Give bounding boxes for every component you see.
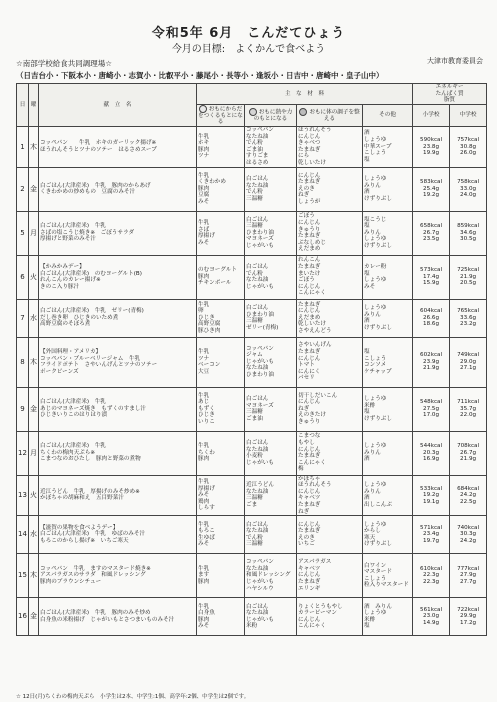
other-cell: しょうゆ みりん 酒 けずりぶし [363, 299, 413, 337]
red-cell: 牛乳 ツナ ベーコン 大豆 [197, 337, 245, 387]
middle-nutrition-cell: 684kcal 24.2g 22.5g [450, 475, 487, 516]
header-yellow: おもに熱や力のもとになる [245, 104, 297, 126]
yellow-cell: 白ごはん マヨネーズ 三温糖 ごま油 [245, 387, 297, 431]
day-cell: 5 [17, 211, 29, 255]
header-other: その他 [363, 104, 413, 126]
red-cell: 牛乳 ます 豚肉 [197, 554, 245, 598]
day-cell: 15 [17, 554, 29, 598]
elem-nutrition-cell: 561kcal 23.0g 14.9g [413, 598, 450, 636]
table-row [17, 554, 487, 598]
other-cell: 塩こうじ 塩 みりん しょうゆ けずりぶし [363, 211, 413, 255]
red-cell: 牛乳 あじ もずく ひじき いりこ [197, 387, 245, 431]
other-cell: しょうゆ 米酢 塩 けずりぶし [363, 387, 413, 431]
table-row [17, 211, 487, 255]
elem-nutrition-cell: 602kcal 23.9g 21.9g [413, 337, 450, 387]
dow-cell: 木 [29, 337, 39, 387]
day-cell: 9 [17, 387, 29, 431]
table-row [17, 475, 487, 516]
middle-nutrition-cell: 708kcal 26.7g 21.9g [450, 431, 487, 475]
board-name: 大津市教育委員会 [427, 57, 483, 65]
table-row [17, 598, 487, 636]
yellow-cell: 白ごはん ひまわり油 三温糖 ゼリー(青梅) [245, 299, 297, 337]
kitchen-name: ☆南部学校給食共同調理場☆ [16, 59, 112, 68]
middle-nutrition-cell: 740kcal 30.3g 24.2g [450, 516, 487, 554]
yellow-cell: コッペパン なたね油 和風ドレッシング じゃがいも ハヤシルウ [245, 554, 297, 598]
dow-cell: 木 [29, 127, 39, 168]
menu-cell: 【滋賀の果物を食べようデー】 白ごはん(大津産米) 牛乳 ゆばのみそ汁 もろこのからし揚げ※ いちご寒天 [39, 516, 197, 554]
elem-nutrition-cell: 571kcal 23.4g 19.7g [413, 516, 450, 554]
yellow-cell: 白ごはん なたね油 でん粉 三温糖 [245, 516, 297, 554]
yellow-cell: 白ごはん なたね油 でん粉 三温糖 [245, 167, 297, 211]
dow-cell: 月 [29, 431, 39, 475]
menu-cell: 【かみかみデー】 白ごはん(大津産米) のむヨーグルト(B) れんこんのカレー揚げ※ きのこ入り豚汁 [39, 255, 197, 299]
menu-cell: 近江うどん 牛乳 厚揚げのみそ炒め※ かぼちゃの胡麻和え 五目野菜汁 [39, 475, 197, 516]
green-cell: たまねぎ にんじん えだまめ 乾しいたけ さやえんどう [297, 299, 363, 337]
green-cell: りょくとうもやし カラーピーマン にんじん こんにゃく [297, 598, 363, 636]
other-cell: カレー粉 塩 しょうゆ みそ [363, 255, 413, 299]
yellow-group-icon [249, 108, 257, 116]
table-row [17, 516, 487, 554]
yellow-cell: 白ごはん なたね油 じゃがいも 米粉 [245, 598, 297, 636]
green-cell: にんじん たまねぎ えのき ねぎ しょうが [297, 167, 363, 211]
green-cell: ごぼう にんじん きゅうり たまねぎ ぶなしめじ えだまめ [297, 211, 363, 255]
other-cell: 白ワイン マスタード こしょう 粒入りマスタード [363, 554, 413, 598]
dow-cell: 水 [29, 516, 39, 554]
table-row [17, 255, 487, 299]
elem-nutrition-cell: 544kcal 20.3g 16.9g [413, 431, 450, 475]
dow-cell: 金 [29, 387, 39, 431]
red-cell: 牛乳 くきわかめ 豚肉 豆腐 みそ [197, 167, 245, 211]
elem-nutrition-cell: 658kcal 26.7g 23.5g [413, 211, 450, 255]
other-cell: 酒 みりん しょうゆ 米酢 塩 [363, 598, 413, 636]
other-cell: 塩 こしょう コンソメ ケチャップ [363, 337, 413, 387]
day-cell: 8 [17, 337, 29, 387]
page-title: 令和5年 6月 こんだてひょう [151, 26, 346, 41]
school-list: （日吉台小・下阪本小・唐崎小・志賀小・比叡平小・藤尾小・長等小・逢坂小・日吉中・唐崎中・皇子山中） [16, 71, 384, 80]
red-cell: 牛乳 ホキ 豚肉 ツナ [197, 127, 245, 168]
yellow-cell: コッペパン ジャム じゃがいも なたね油 ひまわり油 [245, 337, 297, 387]
elem-nutrition-cell: 610kcal 22.3g 22.3g [413, 554, 450, 598]
other-cell: しょうゆ みりん 酒 けずりぶし [363, 167, 413, 211]
dow-cell: 火 [29, 255, 39, 299]
elem-nutrition-cell: 548kcal 27.5g 17.0g [413, 387, 450, 431]
yellow-cell: 近江うどん なたね油 三温糖 ごま [245, 475, 297, 516]
middle-nutrition-cell: 749kcal 29.0g 27.1g [450, 337, 487, 387]
yellow-cell: 白ごはん でん粉 なたね油 じゃがいも [245, 255, 297, 299]
green-cell: れんこん たまねぎ まいたけ ごぼう にんじん こんにゃく [297, 255, 363, 299]
elem-nutrition-cell: 533kcal 19.2g 19.1g [413, 475, 450, 516]
middle-nutrition-cell: 859kcal 34.6g 30.5g [450, 211, 487, 255]
footnote: ☆ 12日(月)ちくわの梅肉天ぷら 小学生は2本、中学生:1個、高学年:2個、中学生は2個です。 [16, 694, 250, 700]
menu-cell: 白ごはん(大津産米) 牛乳 豚肉のからあげ くきわかめの炒めもの 豆腐のみそ汁 [39, 167, 197, 211]
menu-table [16, 83, 487, 636]
day-cell: 2 [17, 167, 29, 211]
dow-cell: 月 [29, 211, 39, 255]
elem-nutrition-cell: 583kcal 25.4g 19.2g [413, 167, 450, 211]
day-cell: 7 [17, 299, 29, 337]
middle-nutrition-cell: 757kcal 30.8g 26.0g [450, 127, 487, 168]
header-middle: 中学校 [450, 104, 487, 126]
red-group-icon [199, 105, 207, 113]
table-row [17, 127, 487, 168]
menu-cell: コッペパン 牛乳 ますのマスタード焼き※ アスパラガスのサラダ 和風ドレッシング 豚肉のブラウンシチュー [39, 554, 197, 598]
dow-cell: 木 [29, 554, 39, 598]
middle-nutrition-cell: 777kcal 27.9g 27.7g [450, 554, 487, 598]
table-row [17, 167, 487, 211]
day-cell: 13 [17, 475, 29, 516]
green-cell: かぼちゃ ほうれんそう にんじん キャベツ たまねぎ ねぎ [297, 475, 363, 516]
monthly-goal: 今月の目標: よくかんで食べよう [171, 44, 326, 55]
day-cell: 16 [17, 598, 29, 636]
dow-cell: 火 [29, 475, 39, 516]
elem-nutrition-cell: 604kcal 26.6g 18.6g [413, 299, 450, 337]
table-row [17, 337, 487, 387]
header-day: 日 [17, 84, 29, 127]
middle-nutrition-cell: 711kcal 35.7g 22.0g [450, 387, 487, 431]
red-cell: 牛乳 白身魚 豚肉 みそ [197, 598, 245, 636]
table-row [17, 299, 487, 337]
elem-nutrition-cell: 590kcal 23.8g 19.9g [413, 127, 450, 168]
green-group-icon [299, 108, 307, 116]
day-cell: 1 [17, 127, 29, 168]
menu-cell: 白ごはん(大津産米) 牛乳 あじのマヨネーズ焼き もずくのすまし汁 ひじきいりこのはりはり漬 [39, 387, 197, 431]
yellow-cell: 白ごはん なたね油 小麦粉 じゃがいも [245, 431, 297, 475]
green-cell: にんじん たまねぎ えのき いちご [297, 516, 363, 554]
other-cell: しょうゆ からし 寒天 けずりぶし [363, 516, 413, 554]
table-row [17, 431, 487, 475]
red-cell: 牛乳 卵 ひじき 高野豆腐 豚ひき肉 [197, 299, 245, 337]
yellow-cell: 白ごはん 三温糖 ひまわり油 マヨネーズ じゃがいも [245, 211, 297, 255]
table-row [17, 387, 487, 431]
header-ingredients: 主 な 材 料 [197, 84, 413, 105]
header-energy: エネルギー たんぱく質 脂質 [413, 84, 487, 105]
day-cell: 6 [17, 255, 29, 299]
other-cell: しょうゆ みりん 酒 出しこんぶ [363, 475, 413, 516]
green-cell: ほうれんそう にんじん きゃべつ たまねぎ にら 乾しいたけ [297, 127, 363, 168]
green-cell: さやいんげん たまねぎ にんじん トマト にんにく パセリ [297, 337, 363, 387]
dow-cell: 水 [29, 299, 39, 337]
green-cell: アスパラガス キャベツ にんじん たまねぎ エリンギ [297, 554, 363, 598]
red-cell: 牛乳 ちくわ 豚肉 [197, 431, 245, 475]
other-cell: しょうゆ みりん 酒 [363, 431, 413, 475]
header-dow: 曜 [29, 84, 39, 127]
header-red: おもにからだをつくるもとになる [198, 106, 243, 126]
other-cell: 酒 しょうゆ 中華スープ こしょう 塩 [363, 127, 413, 168]
middle-nutrition-cell: 722kcal 29.9g 17.2g [450, 598, 487, 636]
menu-cell: 白ごはん(大津産米) 牛乳 さばの塩こうじ焼き※ ごぼうサラダ 厚揚げと野菜のみそ汁 [39, 211, 197, 255]
red-cell: のむヨーグルト 豚肉 チキンボール [197, 255, 245, 299]
green-cell: 切干しだいこん にんじん ねぎ えのきたけ きゅうり [297, 387, 363, 431]
red-cell: 牛乳 もろこ 生ゆば みそ [197, 516, 245, 554]
header-menu: 献 立 名 [39, 84, 197, 127]
menu-cell: 白ごはん(大津産米) 牛乳 豚肉のみそ炒め 白身魚の米粉揚げ じゃがいもとさつまいものみそ汁 [39, 598, 197, 636]
green-cell: こまつな もやし にんじん たまねぎ こんにゃく 梅 [297, 431, 363, 475]
middle-nutrition-cell: 765kcal 33.6g 23.2g [450, 299, 487, 337]
day-cell: 12 [17, 431, 29, 475]
red-cell: 牛乳 さば 厚揚げ みそ [197, 211, 245, 255]
dow-cell: 金 [29, 598, 39, 636]
header-green: おもに体の調子を整える [297, 104, 363, 126]
middle-nutrition-cell: 725kcal 21.9g 20.5g [450, 255, 487, 299]
menu-cell: 白ごはん(大津産米) 牛乳 ちくわの梅肉天ぷら※ こまつなのおひたし 豚肉と野菜の煮物 [39, 431, 197, 475]
dow-cell: 金 [29, 167, 39, 211]
header-elem: 小学校 [413, 104, 450, 126]
menu-cell: 白ごはん(大津産米) 牛乳 ゼリー(青梅) だし巻き卵 ひじきのいため煮 高野豆腐のそぼろ煮 [39, 299, 197, 337]
menu-cell: コッペパン 牛乳 ホキのガーリック揚げ※ ほうれんそうとツナのソテー はるさめスープ [39, 127, 197, 168]
menu-cell: 【外国料理・アメリカ】 コッペパン・ブルーベリージャム 牛乳 フライドポテト さやいんげんとツナのソテー ポークビーンズ [39, 337, 197, 387]
elem-nutrition-cell: 573kcal 17.4g 15.9g [413, 255, 450, 299]
day-cell: 14 [17, 516, 29, 554]
yellow-cell: コッペパン なたね油 でん粉 ごま油 すりごま はるさめ [245, 127, 297, 168]
middle-nutrition-cell: 758kcal 33.0g 24.0g [450, 167, 487, 211]
red-cell: 牛乳 厚揚げ みそ 鶏肉 しらす [197, 475, 245, 516]
